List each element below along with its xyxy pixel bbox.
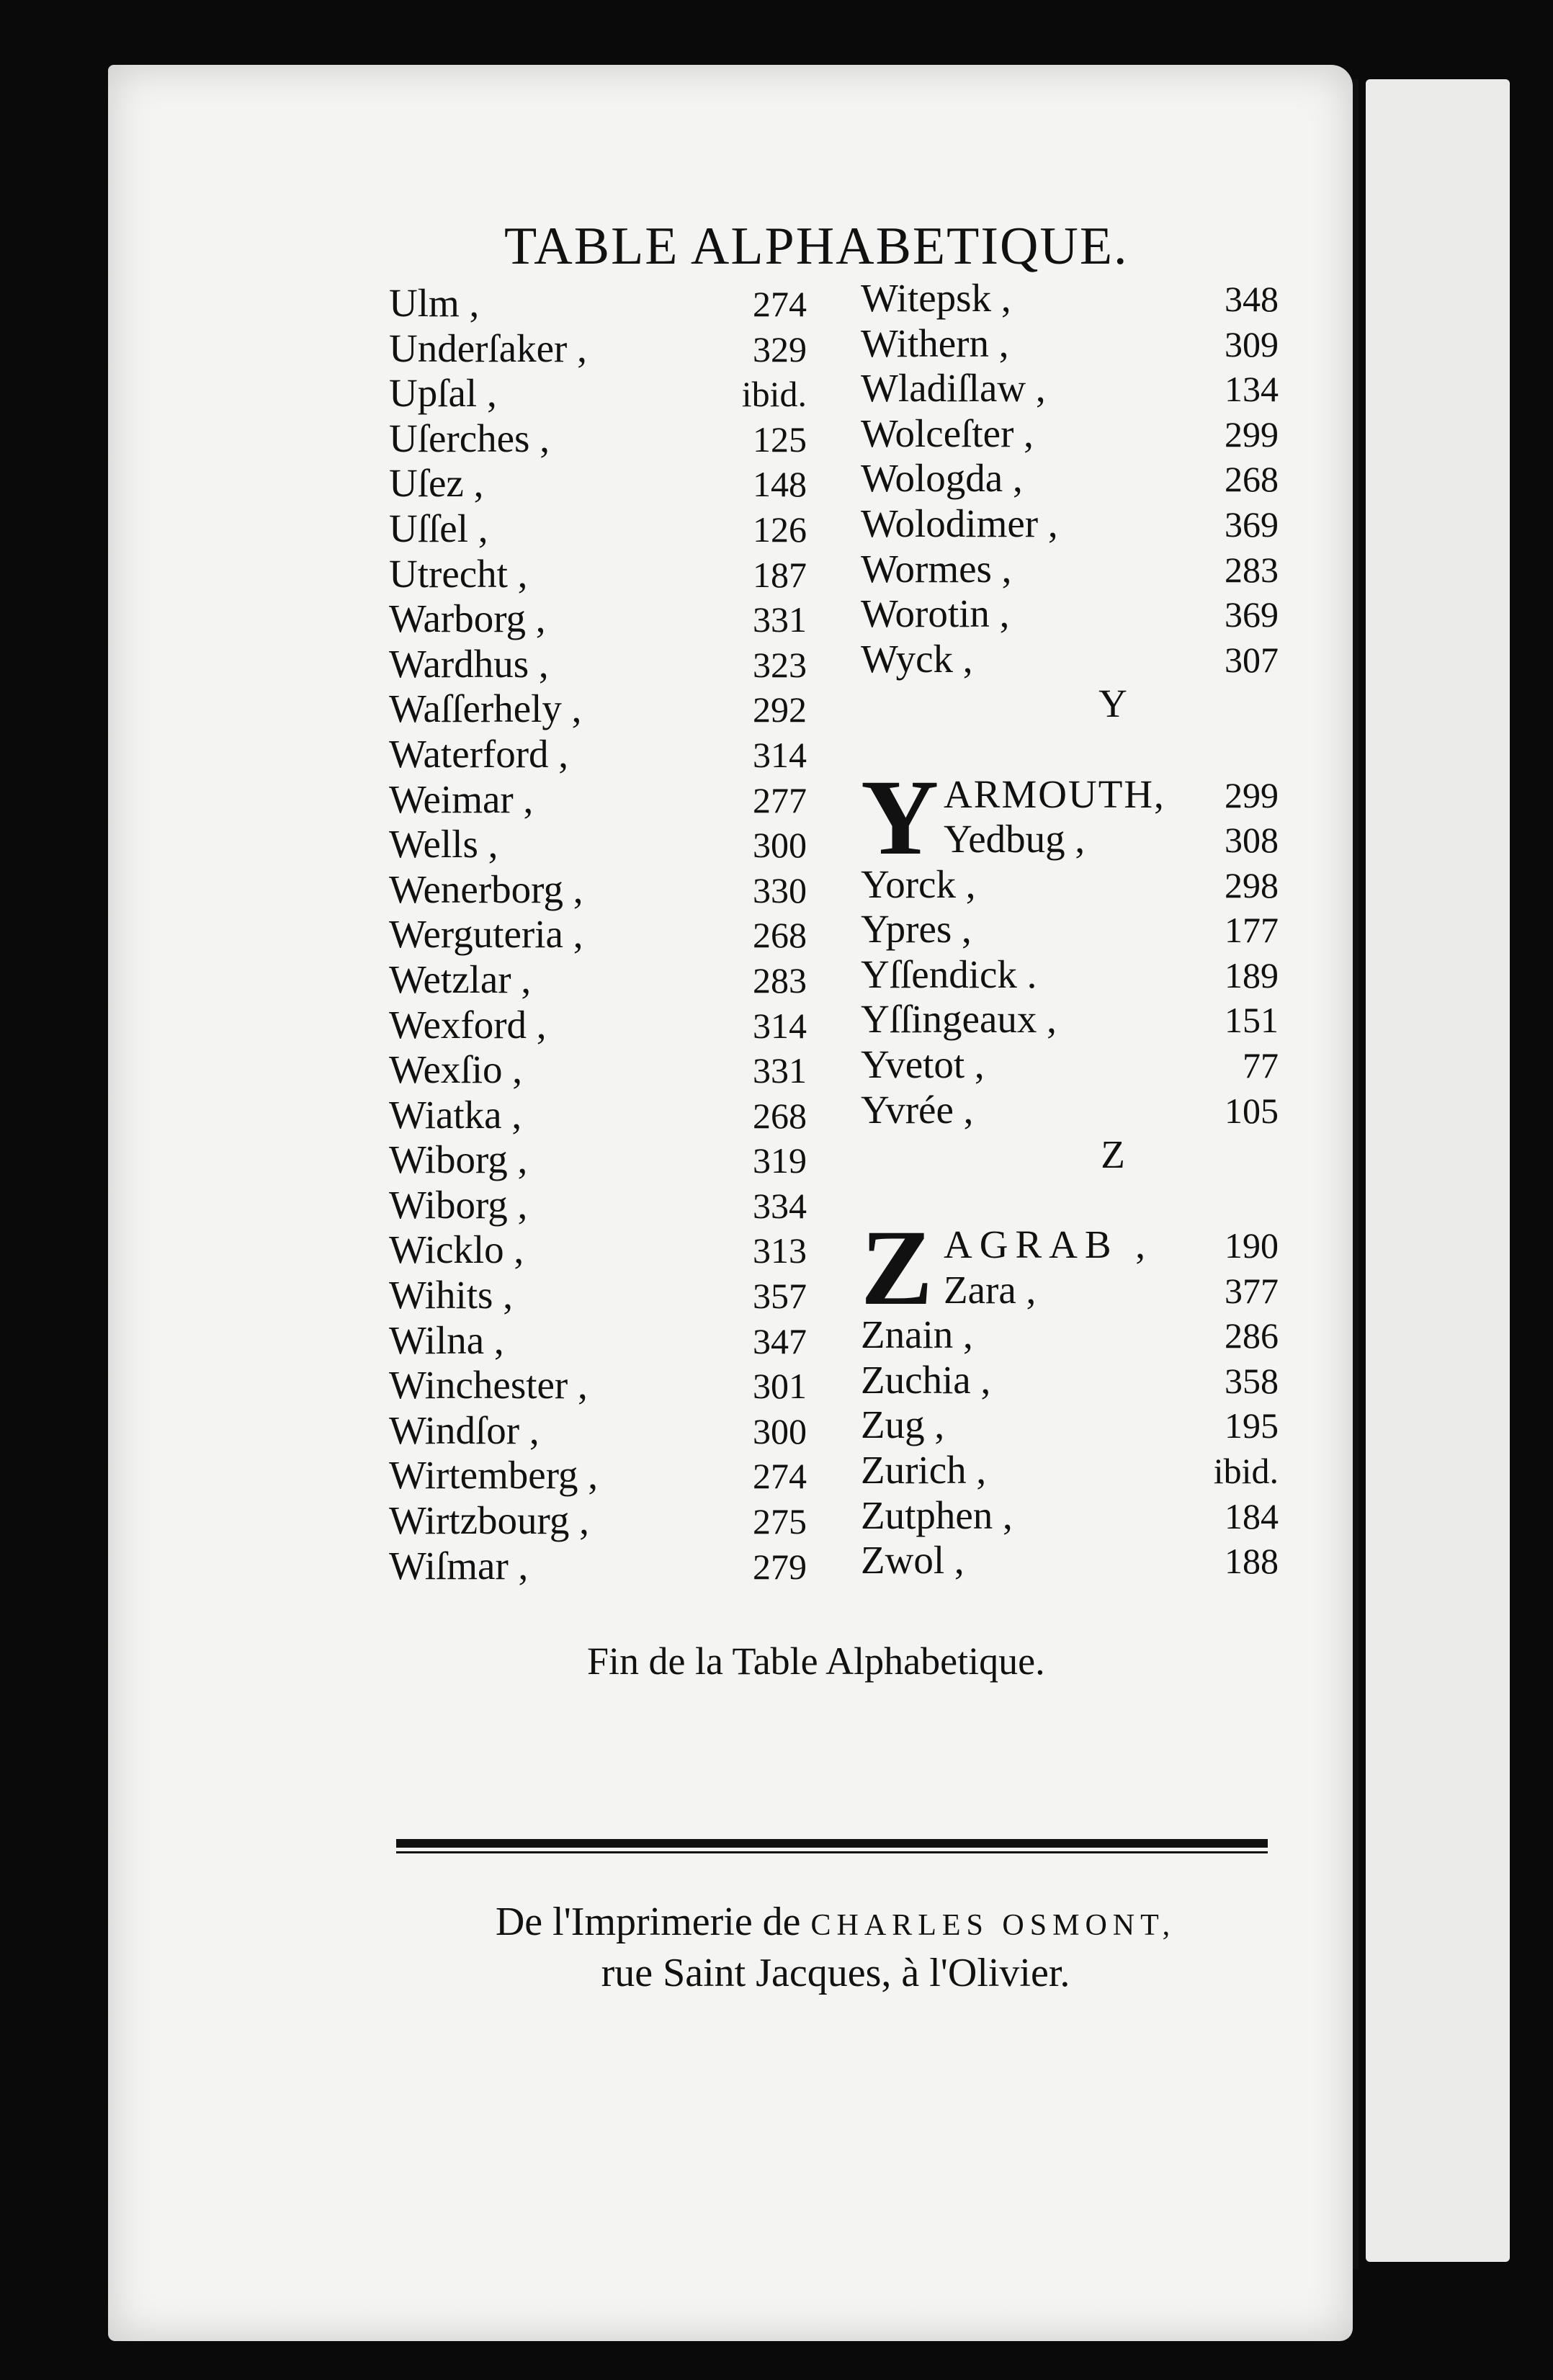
entry-name: Wihits , <box>389 1273 513 1318</box>
entry-page: 189 <box>1225 954 1279 996</box>
index-entry <box>389 1498 807 1544</box>
entry-name: Wells , <box>389 822 498 867</box>
entry-name: Withern , <box>861 321 1009 365</box>
entry-name: AGRAB , <box>944 1222 1153 1267</box>
entry-name: Znain , <box>861 1312 973 1357</box>
entry-page: 330 <box>753 869 807 911</box>
entry-name: Wolodimer , <box>861 501 1058 545</box>
entry-name: Zug , <box>861 1402 945 1447</box>
entry-page: 274 <box>753 1456 807 1497</box>
index-entry <box>861 366 1279 411</box>
entry-page: 292 <box>753 689 807 730</box>
dropcap-y: Y <box>861 757 939 877</box>
index-entry <box>861 1088 1279 1133</box>
entry-page: 195 <box>1225 1405 1279 1446</box>
index-entry <box>861 997 1279 1042</box>
index-entry <box>389 416 807 462</box>
index-entry <box>389 1318 807 1364</box>
entry-name: Yſſingeaux , <box>861 997 1057 1042</box>
entry-name: Worotin , <box>861 591 1010 636</box>
entry-page: 331 <box>753 1050 807 1091</box>
entry-page: 369 <box>1225 594 1279 635</box>
entry-name: ARMOUTH, <box>944 771 1165 816</box>
entry-name: Yedbug , <box>944 817 1086 862</box>
imprint-address: rue Saint Jacques, à l'Olivier. <box>601 1951 1070 1995</box>
entry-page: 299 <box>1225 413 1279 455</box>
entry-page: 268 <box>753 1095 807 1136</box>
entry-page: 148 <box>753 464 807 505</box>
entry-name: Uſſel , <box>389 506 488 550</box>
entry-name: Wiborg , <box>389 1182 528 1227</box>
entry-name: Uſerches , <box>389 416 550 460</box>
index-entry <box>861 276 1279 321</box>
index-entry <box>389 957 807 1003</box>
entry-name: Werguteria , <box>389 912 583 957</box>
entry-name: Wardhus , <box>389 641 549 686</box>
entry-page: 283 <box>1225 549 1279 590</box>
entry-page: 283 <box>753 959 807 1001</box>
index-entry <box>389 1047 807 1093</box>
index-entry <box>389 777 807 823</box>
entry-name: Utrecht , <box>389 551 528 596</box>
entry-page: 275 <box>753 1501 807 1542</box>
entry-page: 298 <box>1225 864 1279 905</box>
entry-name: Wirtemberg , <box>389 1453 599 1498</box>
entry-page: 357 <box>753 1276 807 1317</box>
index-column-right <box>861 276 1279 1583</box>
index-entry <box>389 326 807 372</box>
entry-page: 77 <box>1243 1044 1279 1086</box>
entry-name: Yvrée , <box>861 1087 974 1132</box>
entry-page: 105 <box>1225 1090 1279 1131</box>
entry-page: ibid. <box>1213 1451 1279 1492</box>
entry-page: 347 <box>753 1320 807 1361</box>
entry-page: 358 <box>1225 1360 1279 1401</box>
index-entry <box>389 1453 807 1498</box>
index-entry <box>389 461 807 506</box>
entry-name: Yorck , <box>861 862 976 906</box>
index-entry <box>861 501 1279 547</box>
index-entry <box>389 1003 807 1048</box>
index-entry <box>389 371 807 416</box>
index-entry <box>389 1408 807 1454</box>
index-entry <box>389 642 807 687</box>
entry-name: Ypres , <box>861 907 972 952</box>
entry-page: 314 <box>753 734 807 775</box>
index-entry <box>389 506 807 552</box>
index-entry <box>861 1402 1279 1448</box>
index-entry <box>389 1093 807 1138</box>
index-entry <box>389 1544 807 1589</box>
entry-name: Wiborg , <box>389 1137 528 1182</box>
index-entry <box>389 1363 807 1408</box>
facing-page-edge <box>1366 79 1510 2262</box>
imprint-prefix: De l'Imprimerie de <box>495 1900 801 1944</box>
index-entry <box>389 1183 807 1228</box>
index-entry <box>861 1448 1279 1493</box>
printer-imprint <box>389 1898 1282 1997</box>
index-entry <box>389 867 807 913</box>
entry-page: 329 <box>753 328 807 370</box>
section-letter-z: Z <box>1101 1132 1125 1177</box>
entry-page: 377 <box>1225 1270 1279 1311</box>
entry-page: 188 <box>1225 1541 1279 1582</box>
entry-name: Wetzlar , <box>389 957 532 1001</box>
entry-page: 151 <box>1225 1000 1279 1041</box>
entry-page: 177 <box>1225 910 1279 951</box>
entry-page: 348 <box>1225 279 1279 319</box>
entry-name: Yvetot , <box>861 1042 985 1086</box>
index-entry <box>861 547 1279 592</box>
entry-name: Wenerborg , <box>389 867 583 911</box>
entry-page: 307 <box>1225 639 1279 680</box>
entry-page: 134 <box>1225 369 1279 410</box>
entry-name: Wexſio , <box>389 1047 522 1092</box>
entry-name: Zurich , <box>861 1448 987 1493</box>
index-entry <box>861 1538 1279 1583</box>
index-entry <box>389 552 807 597</box>
entry-name: Wormes , <box>861 546 1012 591</box>
index-entry <box>389 822 807 867</box>
entry-name: Zara , <box>944 1267 1037 1312</box>
entry-page: 300 <box>753 825 807 866</box>
entry-name: Zwol , <box>861 1538 965 1583</box>
entry-page: 125 <box>753 419 807 460</box>
entry-page: 308 <box>1225 820 1279 861</box>
entry-name: Waſſerhely , <box>389 686 582 731</box>
entry-name: Wilna , <box>389 1318 504 1362</box>
entry-name: Wolceſter , <box>861 411 1034 455</box>
entry-page: 331 <box>753 599 807 640</box>
index-entry <box>389 732 807 777</box>
entry-name: Weimar , <box>389 777 534 821</box>
entry-page: 369 <box>1225 504 1279 545</box>
entry-name: Wyck , <box>861 636 973 681</box>
entry-name: Ulm , <box>389 281 480 325</box>
index-entry <box>389 281 807 326</box>
index-entry <box>861 1493 1279 1539</box>
entry-page: 184 <box>1225 1495 1279 1536</box>
entry-page: 277 <box>753 779 807 820</box>
entry-name: Wologda , <box>861 456 1023 501</box>
entry-page: 301 <box>753 1366 807 1407</box>
entry-page: 190 <box>1225 1225 1279 1266</box>
entry-page: 268 <box>753 915 807 956</box>
index-entry <box>861 321 1279 367</box>
index-entry <box>861 637 1279 682</box>
entry-page: 313 <box>753 1230 807 1271</box>
entry-name: Wicklo , <box>389 1227 524 1272</box>
imprint-printer: CHARLES OSMONT, <box>810 1909 1176 1942</box>
entry-name: Winchester , <box>389 1363 588 1408</box>
entry-page: 323 <box>753 644 807 685</box>
entry-page: 268 <box>1225 459 1279 500</box>
entry-name: Witepsk , <box>861 276 1011 320</box>
entry-name: Zutphen , <box>861 1493 1013 1537</box>
index-column-left <box>389 281 807 1588</box>
entry-name: Windſor , <box>389 1408 540 1452</box>
y-initial-block <box>861 757 1279 877</box>
entry-page: 274 <box>753 284 807 324</box>
section-letter-y: Y <box>1098 681 1127 726</box>
entry-page: 300 <box>753 1410 807 1451</box>
entry-name: Warborg , <box>389 596 546 641</box>
entry-name: Zuchia , <box>861 1357 991 1402</box>
index-entry <box>861 591 1279 637</box>
entry-page: 187 <box>753 554 807 595</box>
printer-rule-thin <box>396 1851 1268 1853</box>
index-entry <box>861 952 1279 998</box>
page-title: TABLE ALPHABETIQUE. <box>504 217 1129 276</box>
index-entry <box>861 456 1279 501</box>
closing-line: Fin de la Table Alphabetique. <box>587 1639 1045 1683</box>
z-initial-block <box>861 1208 1279 1328</box>
index-entry <box>389 1137 807 1183</box>
entry-page: 319 <box>753 1140 807 1181</box>
entry-name: Wirtzbourg , <box>389 1498 589 1543</box>
index-entry <box>389 912 807 957</box>
index-entry <box>861 411 1279 457</box>
index-entry <box>389 1273 807 1318</box>
index-entry <box>389 1227 807 1273</box>
entry-page: ibid. <box>741 374 807 415</box>
entry-name: Yſſendick . <box>861 952 1037 996</box>
index-entry <box>861 907 1279 952</box>
index-entry <box>861 1042 1279 1088</box>
entry-name: Wiatka , <box>389 1092 522 1137</box>
index-entry <box>861 1358 1279 1403</box>
entry-name: Wexford , <box>389 1002 547 1047</box>
entry-page: 299 <box>1225 774 1279 815</box>
entry-page: 286 <box>1225 1315 1279 1356</box>
entry-page: 334 <box>753 1185 807 1226</box>
entry-name: Uſez , <box>389 461 484 506</box>
index-entry <box>389 596 807 642</box>
entry-name: Waterford , <box>389 731 569 776</box>
printer-rule <box>396 1839 1268 1848</box>
entry-name: Upſal , <box>389 371 497 416</box>
entry-page: 126 <box>753 509 807 550</box>
entry-name: Wladiſlaw , <box>861 366 1046 411</box>
dropcap-z: Z <box>861 1208 934 1328</box>
entry-page: 279 <box>753 1546 807 1587</box>
index-entry <box>389 686 807 732</box>
entry-name: Underſaker , <box>389 326 587 370</box>
entry-page: 314 <box>753 1005 807 1046</box>
entry-page: 309 <box>1225 323 1279 364</box>
entry-name: Wiſmar , <box>389 1543 529 1588</box>
